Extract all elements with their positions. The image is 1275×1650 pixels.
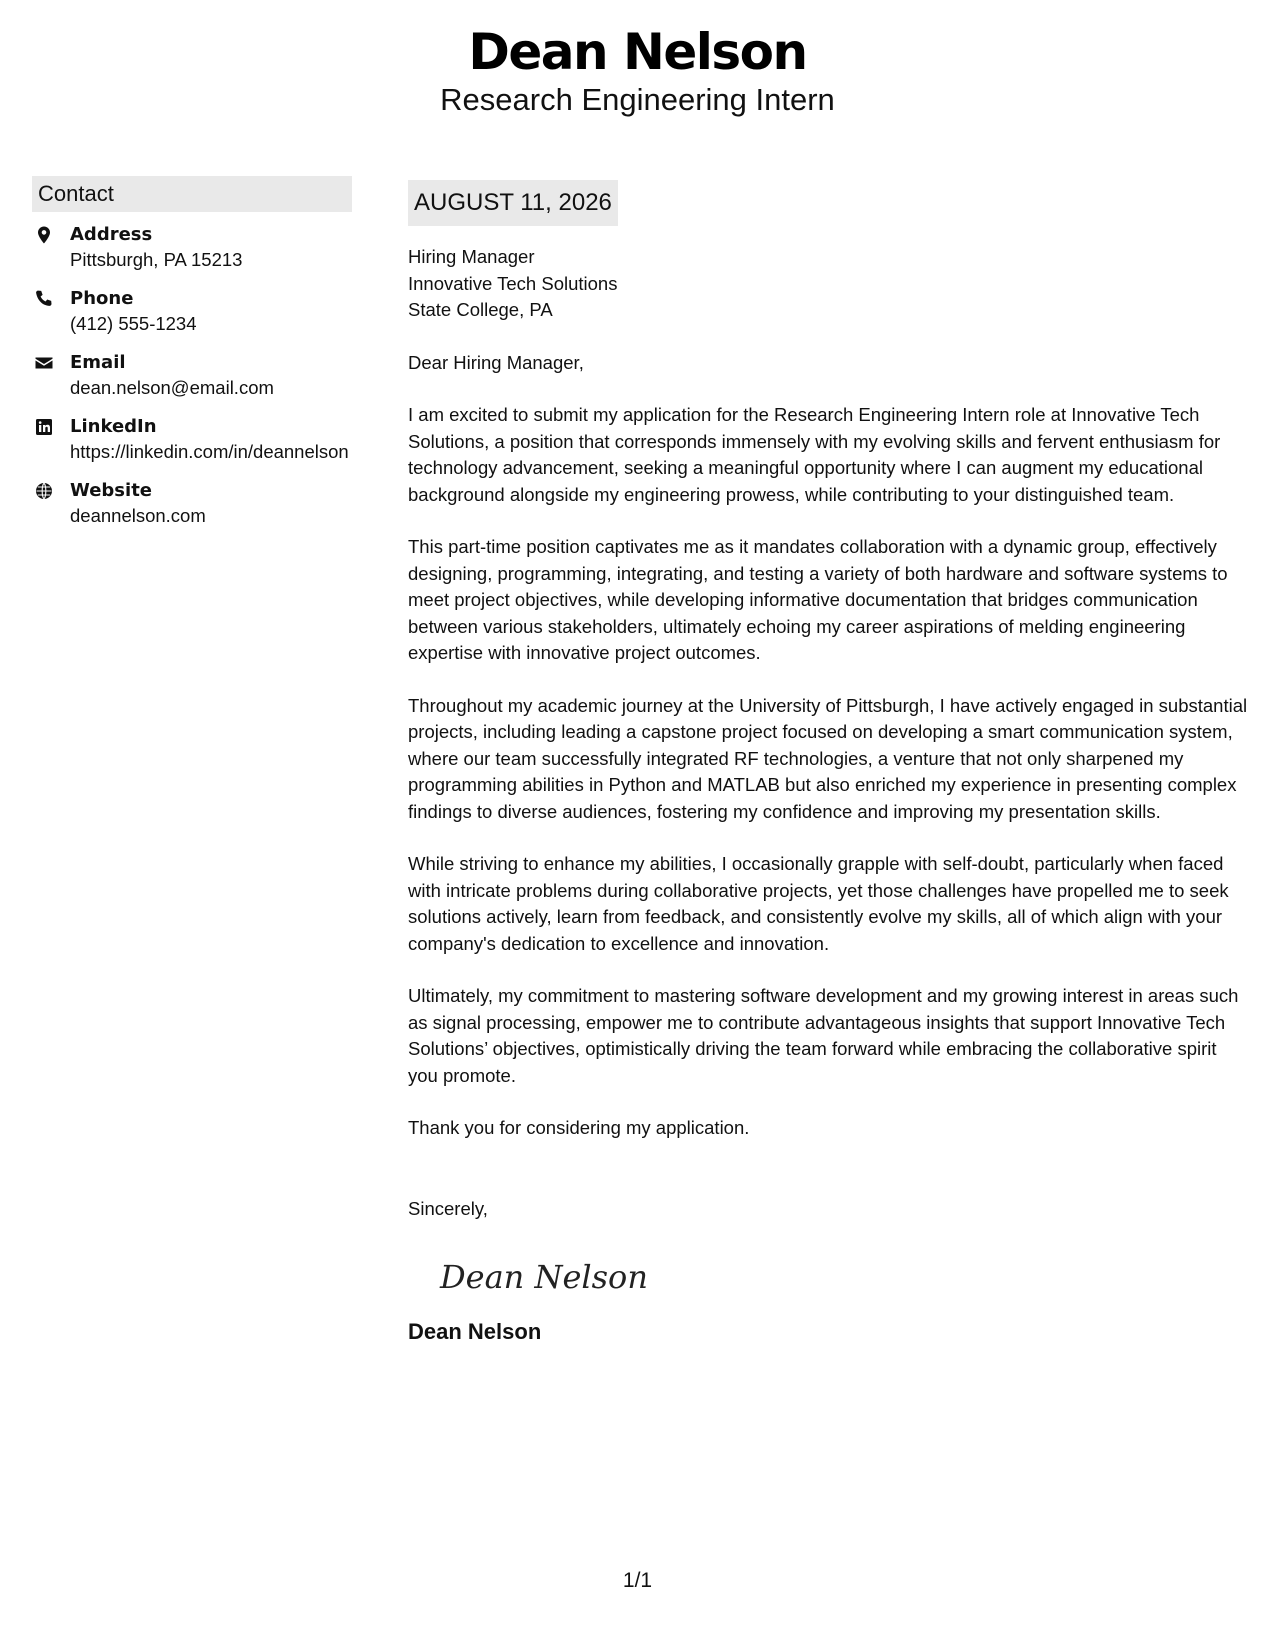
linkedin-icon	[34, 417, 54, 437]
contact-label: LinkedIn	[70, 416, 157, 437]
contact-label: Address	[70, 224, 153, 245]
contact-linkedin	[32, 414, 352, 464]
applicant-title: Research Engineering Intern	[440, 82, 835, 117]
contact-value: Pittsburgh, PA 15213	[70, 249, 243, 270]
handwritten-signature	[438, 1250, 658, 1300]
letter-paragraph: This part-time position captivates me as it mandates collaboration with a dynamic group, effectively designing, programming, integrating, and testing a variety of both hardware and software systems to meet project objectives, while developing informative documentation that bridges communication between various stakeholders, ultimately echoing my career aspirations of melding engineering expertise with innovative project outcomes.	[408, 536, 1228, 663]
signature-text: Dean Nelson	[440, 1258, 648, 1296]
page-number: 1/1	[622, 1569, 653, 1592]
letter-paragraph: Ultimately, my commitment to mastering software development and my growing interest in areas such as signal processing, empower me to contribute advantageous insights that support Innovative Tech Solutions’ objectives, optimistically driving the team forward while embracing the collaborative spirit you promote.	[408, 985, 1239, 1086]
contact-phone	[32, 286, 352, 336]
contact-label: Email	[70, 352, 126, 373]
globe-icon	[34, 481, 54, 501]
contact-heading: Contact	[32, 176, 352, 212]
contact-email	[32, 350, 352, 400]
map-pin-icon	[34, 225, 54, 245]
contact-address	[32, 222, 352, 272]
envelope-icon	[34, 353, 54, 373]
salutation: Dear Hiring Manager,	[408, 351, 584, 373]
closing-line: Sincerely,	[408, 1197, 488, 1219]
letter-paragraph: Throughout my academic journey at the University of Pittsburgh, I have actively engaged in substantial projects, including leading a capstone project focused on developing a smart communication system, where our team successfully integrated RF technologies, a venture that not only sharpened my programming abilities in Python and MATLAB but also enriched my experience in presenting complex findings to diverse audiences, fostering my confidence and improving my presentation skills.	[408, 694, 1248, 822]
letter-date: AUGUST 11, 2026	[408, 180, 618, 226]
recipient-block	[408, 244, 1248, 324]
recipient-line: Innovative Tech Solutions	[408, 272, 618, 294]
letter-paragraph: I am excited to submit my application for the Research Engineering Intern role at Innovative Tech Solutions, a position that corresponds immensely with my evolving skills and fervent enthusiasm for technology advancement, seeking a meaningful opportunity where I can augment my educational background alongside my engineering prowess, while contributing to your distinguished team.	[408, 404, 1221, 505]
contact-label: Website	[70, 480, 153, 501]
letter-paragraph: While striving to enhance my abilities, I occasionally grapple with self-doubt, particularly when faced with intricate problems during collaborative projects, yet those challenges have propelled me to seek solutions actively, learn from feedback, and consistently evolve my skills, all of which align with your company's dedication to excellence and innovation.	[408, 853, 1229, 954]
contact-sidebar	[32, 176, 352, 542]
contact-link[interactable]: deannelson.com	[70, 505, 206, 526]
contact-value: (412) 555-1234	[70, 313, 197, 334]
recipient-line: Hiring Manager	[408, 246, 535, 267]
applicant-name: Dean Nelson	[468, 23, 807, 81]
contact-website	[32, 478, 352, 528]
contact-link[interactable]: https://linkedin.com/in/deannelson	[70, 441, 349, 462]
thank-you-line: Thank you for considering my application.	[408, 1117, 750, 1138]
phone-icon	[34, 289, 54, 309]
signer-name: Dean Nelson	[408, 1319, 542, 1344]
contact-list	[32, 222, 352, 528]
contact-value: dean.nelson@email.com	[70, 377, 274, 398]
recipient-line: State College, PA	[408, 299, 553, 320]
resume-header	[0, 22, 1275, 118]
cover-letter-body	[408, 180, 1248, 1346]
contact-label: Phone	[70, 288, 134, 309]
